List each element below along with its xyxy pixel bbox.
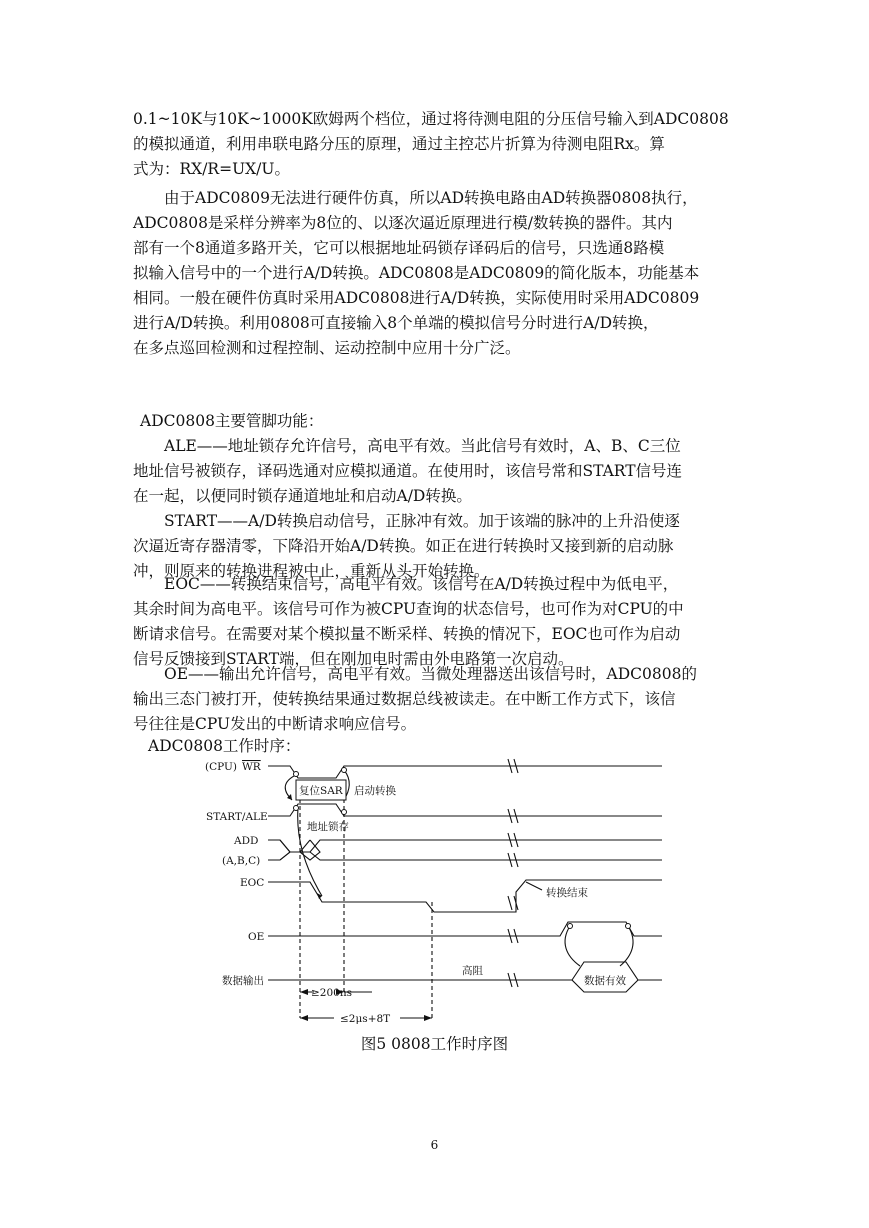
text-line: 其余时间为高电平。该信号可作为被CPU查询的状态信号，也可作为对CPU的中 bbox=[133, 600, 684, 618]
data-out-label: 数据输出 bbox=[222, 975, 264, 987]
eoc-pointer bbox=[526, 882, 542, 890]
arrowhead bbox=[300, 1015, 308, 1021]
arrowhead bbox=[300, 989, 308, 995]
timing-diagram bbox=[200, 756, 666, 1032]
transition-marker bbox=[626, 924, 631, 929]
arrowhead bbox=[424, 1015, 432, 1021]
text-line: 断请求信号。在需要对某个模拟量不断采样、转换的情况下，EOC也可作为启动 bbox=[133, 625, 681, 643]
text-line: 进行A/D转换。利用0808可直接输入8个单端的模拟信号分时进行A/D转换， bbox=[133, 314, 659, 332]
text-line: 部有一个8通道多路开关，它可以根据地址码锁存译码后的信号，只选通8路模 bbox=[133, 239, 665, 257]
abc-label: (A,B,C) bbox=[222, 855, 261, 867]
transition-marker bbox=[294, 772, 299, 777]
addr-latch-text: 地址锁存 bbox=[307, 821, 349, 833]
wr-signal bbox=[268, 766, 662, 778]
oe-paragraph bbox=[133, 662, 739, 737]
t2us-text: ≤2μs+8T bbox=[340, 1013, 391, 1025]
text-line: 号往往是CPU发出的中断请求响应信号。 bbox=[133, 715, 417, 733]
text-line: EOC——转换结束信号，高电平有效。该信号在A/D转换过程中为低电平， bbox=[164, 575, 679, 593]
transition-marker bbox=[342, 768, 347, 773]
adc-description-paragraph bbox=[133, 186, 739, 361]
oe-arrow-curve bbox=[620, 926, 633, 966]
data-valid-text: 数据有效 bbox=[584, 975, 626, 987]
text-line: 的模拟通道，利用串联电路分压的原理，通过主控芯片折算为待测电阻Rx。算 bbox=[133, 135, 665, 153]
add-label: ADD bbox=[234, 835, 259, 847]
transition-marker bbox=[568, 924, 573, 929]
text-line: 地址信号被锁存，译码选通对应模拟通道。在使用时，该信号常和START信号连 bbox=[133, 462, 683, 480]
text-line: 冲，则原来的转换进程被中止，重新从头开始转换。 bbox=[133, 562, 490, 580]
text-line: 输出三态门被打开，使转换结果通过数据总线被读走。在中断工作方式下，该信 bbox=[133, 690, 676, 708]
intro-paragraph bbox=[133, 107, 739, 182]
eoc-signal bbox=[268, 880, 662, 912]
start-ale-signal bbox=[268, 804, 662, 816]
transition-marker bbox=[342, 810, 347, 815]
oe-arrow-curve bbox=[565, 926, 580, 966]
text-line: 由于ADC0809无法进行硬件仿真，所以AD转换电路由AD转换器0808执行， bbox=[164, 189, 698, 207]
pins-heading: ADC0808主要管脚功能： bbox=[140, 412, 324, 430]
text-line: 在多点巡回检测和过程控制、运动控制中应用十分广泛。 bbox=[133, 339, 521, 357]
reset-sar-text: 复位SAR bbox=[299, 785, 343, 797]
break-mark bbox=[508, 759, 518, 987]
add-signal-top bbox=[268, 840, 662, 852]
t200-text: ≥200ns bbox=[311, 987, 352, 999]
text-line: OE——输出允许信号，高电平有效。当微处理器送出该信号时，ADC0808的 bbox=[164, 665, 697, 683]
eoc-label: EOC bbox=[240, 877, 265, 889]
text-line: 相同。一般在硬件仿真时采用ADC0808进行A/D转换，实际使用时采用ADC0809 bbox=[133, 289, 700, 307]
page-number: 6 bbox=[430, 1138, 439, 1152]
transition-marker bbox=[294, 806, 299, 811]
oe-signal bbox=[268, 922, 662, 936]
eoc-paragraph bbox=[133, 572, 739, 672]
start-ale-label: START/ALE bbox=[206, 811, 268, 823]
cpu-label: (CPU) bbox=[205, 761, 237, 773]
text-line: 拟输入信号中的一个进行A/D转换。ADC0808是ADC0809的简化版本，功能基本 bbox=[133, 264, 700, 282]
wr-label: WR bbox=[242, 761, 261, 773]
figure-caption: 图5 0808工作时序图 bbox=[360, 1035, 509, 1053]
text-line: ADC0808是采样分辨率为8位的、以逐次逼近原理进行模/数转换的器件。其内 bbox=[133, 214, 673, 232]
text-line: START——A/D转换启动信号，正脉冲有效。加于该端的脉冲的上升沿使逐 bbox=[164, 512, 680, 530]
high-z-text: 高阻 bbox=[462, 965, 483, 977]
add-signal-bottom bbox=[268, 852, 662, 860]
text-line: 次逼近寄存器清零，下降沿开始A/D转换。如正在进行转换时又接到新的启动脉 bbox=[133, 537, 674, 555]
timing-heading: ADC0808工作时序： bbox=[148, 737, 301, 755]
text-line: 在一起，以便同时锁存通道地址和启动A/D转换。 bbox=[133, 487, 472, 505]
text-line: 信号反馈接到START端，但在刚加电时需由外电路第一次启动。 bbox=[133, 650, 574, 668]
start-conv-text: 启动转换 bbox=[354, 785, 396, 797]
oe-label: OE bbox=[248, 931, 265, 943]
text-line: 0.1~10K与10K~1000K欧姆两个档位，通过将待测电阻的分压信号输入到ADC0808 bbox=[133, 110, 729, 128]
text-line: 式为：RX/R=UX/U。 bbox=[133, 160, 290, 178]
text-line: ALE——地址锁存允许信号，高电平有效。当此信号有效时，A、B、C三位 bbox=[164, 437, 681, 455]
conv-end-text: 转换结束 bbox=[546, 887, 588, 899]
ale-paragraph bbox=[133, 434, 739, 509]
